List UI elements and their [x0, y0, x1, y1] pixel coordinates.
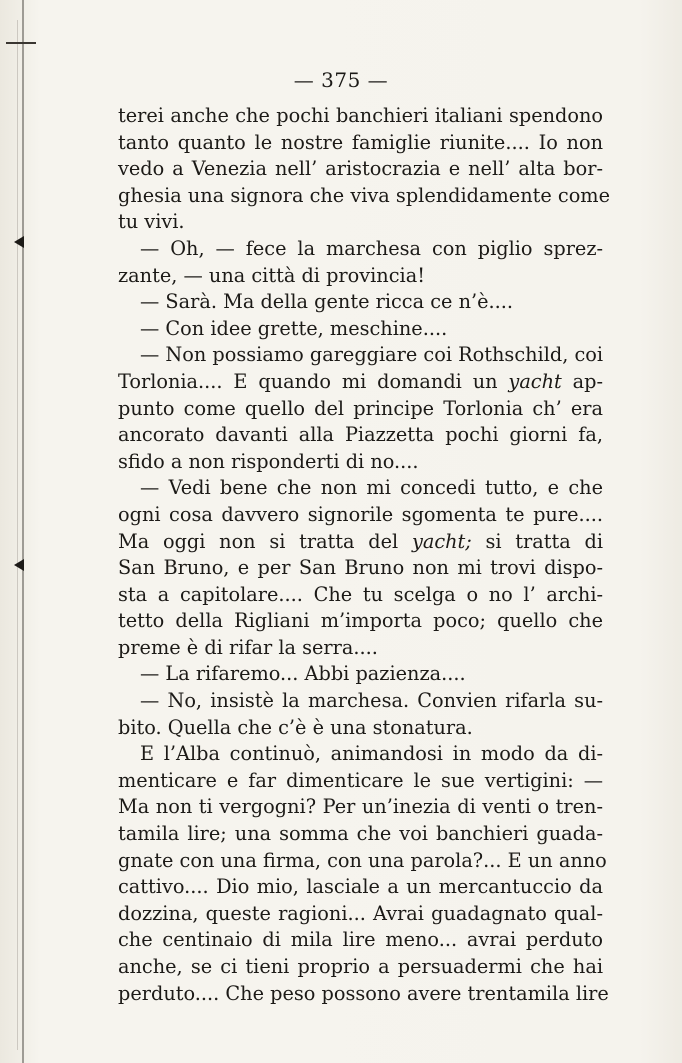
text-line	[118, 582, 603, 609]
text-line	[118, 236, 603, 263]
margin-arrow-icon	[14, 559, 24, 571]
text-segment: ancorato davanti alla Piazzetta pochi giorni fa,	[118, 423, 603, 447]
text-line	[118, 183, 611, 210]
text-segment: zante, — una città di provincia!	[118, 263, 425, 287]
text-line	[118, 608, 603, 635]
text-line	[118, 741, 603, 768]
text-segment: che centinaio di mila lire meno... avrai perduto	[118, 928, 603, 952]
text-segment: sta a capitolare.... Che tu scelga o no l’ archi-	[118, 582, 603, 606]
binding-tick-mark	[6, 42, 36, 44]
text-segment: Ma oggi non si tratta del	[118, 529, 412, 553]
text-line	[118, 954, 603, 981]
binding-shadow	[17, 20, 18, 1050]
text-segment: si tratta di	[471, 529, 603, 553]
italic-word: yacht;	[411, 529, 472, 553]
margin-arrow-icon	[14, 236, 24, 248]
text-line	[118, 130, 603, 157]
text-line	[118, 422, 603, 449]
text-segment: — No, insistè la marchesa. Convien rifarla su-	[140, 689, 603, 713]
text-segment: preme è di rifar la serra....	[118, 635, 378, 659]
text-line	[118, 661, 603, 688]
text-line	[118, 821, 603, 848]
text-line	[118, 927, 603, 954]
text-line	[118, 103, 603, 130]
text-line	[118, 289, 603, 316]
text-line	[118, 874, 603, 901]
text-segment: terei anche che pochi banchieri italiani spendono	[118, 104, 603, 127]
text-line	[118, 555, 603, 582]
text-segment: — Con idee grette, meschine....	[140, 316, 448, 340]
text-line	[118, 502, 603, 529]
text-segment: — Sarà. Ma della gente ricca ce n’è....	[140, 290, 514, 314]
text-line	[118, 156, 603, 183]
text-line	[118, 475, 603, 502]
text-line	[118, 342, 603, 369]
text-segment: ogni cosa davvero signorile sgomenta te pure....	[118, 502, 603, 526]
italic-word: yacht	[508, 369, 562, 393]
body-text	[118, 103, 611, 1007]
text-segment: menticare e far dimenticare le sue vertigini: —	[118, 768, 603, 792]
text-line	[118, 209, 603, 236]
text-segment: cattivo.... Dio mio, lasciale a un mercantuccio da	[118, 875, 603, 899]
text-segment: tamila lire; una somma che voi banchieri guada-	[118, 822, 603, 846]
text-segment: E l’Alba continuò, animandosi in modo da di-	[140, 742, 603, 766]
text-segment: — Non possiamo gareggiare coi Rothschild, coi	[140, 343, 604, 367]
page-number: — 375 —	[293, 68, 389, 92]
text-segment: Torlonia.... E quando mi domandi un	[118, 369, 509, 393]
text-line	[118, 901, 603, 928]
text-segment: — La rifaremo... Abbi pazienza....	[140, 662, 466, 686]
text-segment: vedo a Venezia nell’ aristocrazia e nell’ alta bor-	[118, 157, 603, 181]
text-segment: Ma non ti vergogni? Per un’inezia di venti o tren-	[118, 795, 603, 819]
text-segment: bito. Quella che c’è è una stonatura.	[118, 715, 473, 739]
text-segment: tetto della Rigliani m’importa poco; quello che	[118, 609, 603, 633]
text-line	[118, 316, 603, 343]
text-segment: ghesia una signora che viva splendidamente come	[118, 183, 611, 207]
text-line	[118, 848, 607, 875]
text-segment: — Vedi bene che non mi concedi tutto, e che	[140, 476, 603, 500]
text-line	[118, 449, 603, 476]
text-segment: sfido a non risponderti di no....	[118, 449, 419, 473]
text-line	[118, 529, 603, 556]
text-segment: tu vivi.	[118, 210, 185, 234]
text-line	[118, 981, 609, 1008]
text-line	[118, 715, 603, 742]
text-line	[118, 263, 603, 290]
text-line	[118, 688, 603, 715]
text-segment: — Oh, — fece la marchesa con piglio sprez-	[140, 236, 603, 260]
text-segment: punto come quello del principe Torlonia ch’ era	[118, 396, 603, 420]
text-segment: perduto.... Che peso possono avere trentamila lire	[118, 981, 609, 1005]
text-segment: dozzina, queste ragioni... Avrai guadagnato qual-	[118, 901, 603, 925]
text-line	[118, 794, 603, 821]
binding-edge	[22, 0, 24, 1063]
text-line	[118, 396, 603, 423]
text-line	[118, 768, 603, 795]
text-segment: San Bruno, e per San Bruno non mi trovi dispo-	[118, 556, 603, 580]
text-segment: gnate con una firma, con una parola?... E un anno	[118, 848, 607, 872]
text-segment: anche, se ci tieni proprio a persuadermi che hai	[118, 955, 603, 978]
text-segment: ap-	[561, 369, 604, 393]
text-line	[118, 635, 603, 662]
text-line	[118, 369, 603, 396]
text-segment: tanto quanto le nostre famiglie riunite.... Io non	[118, 130, 603, 154]
